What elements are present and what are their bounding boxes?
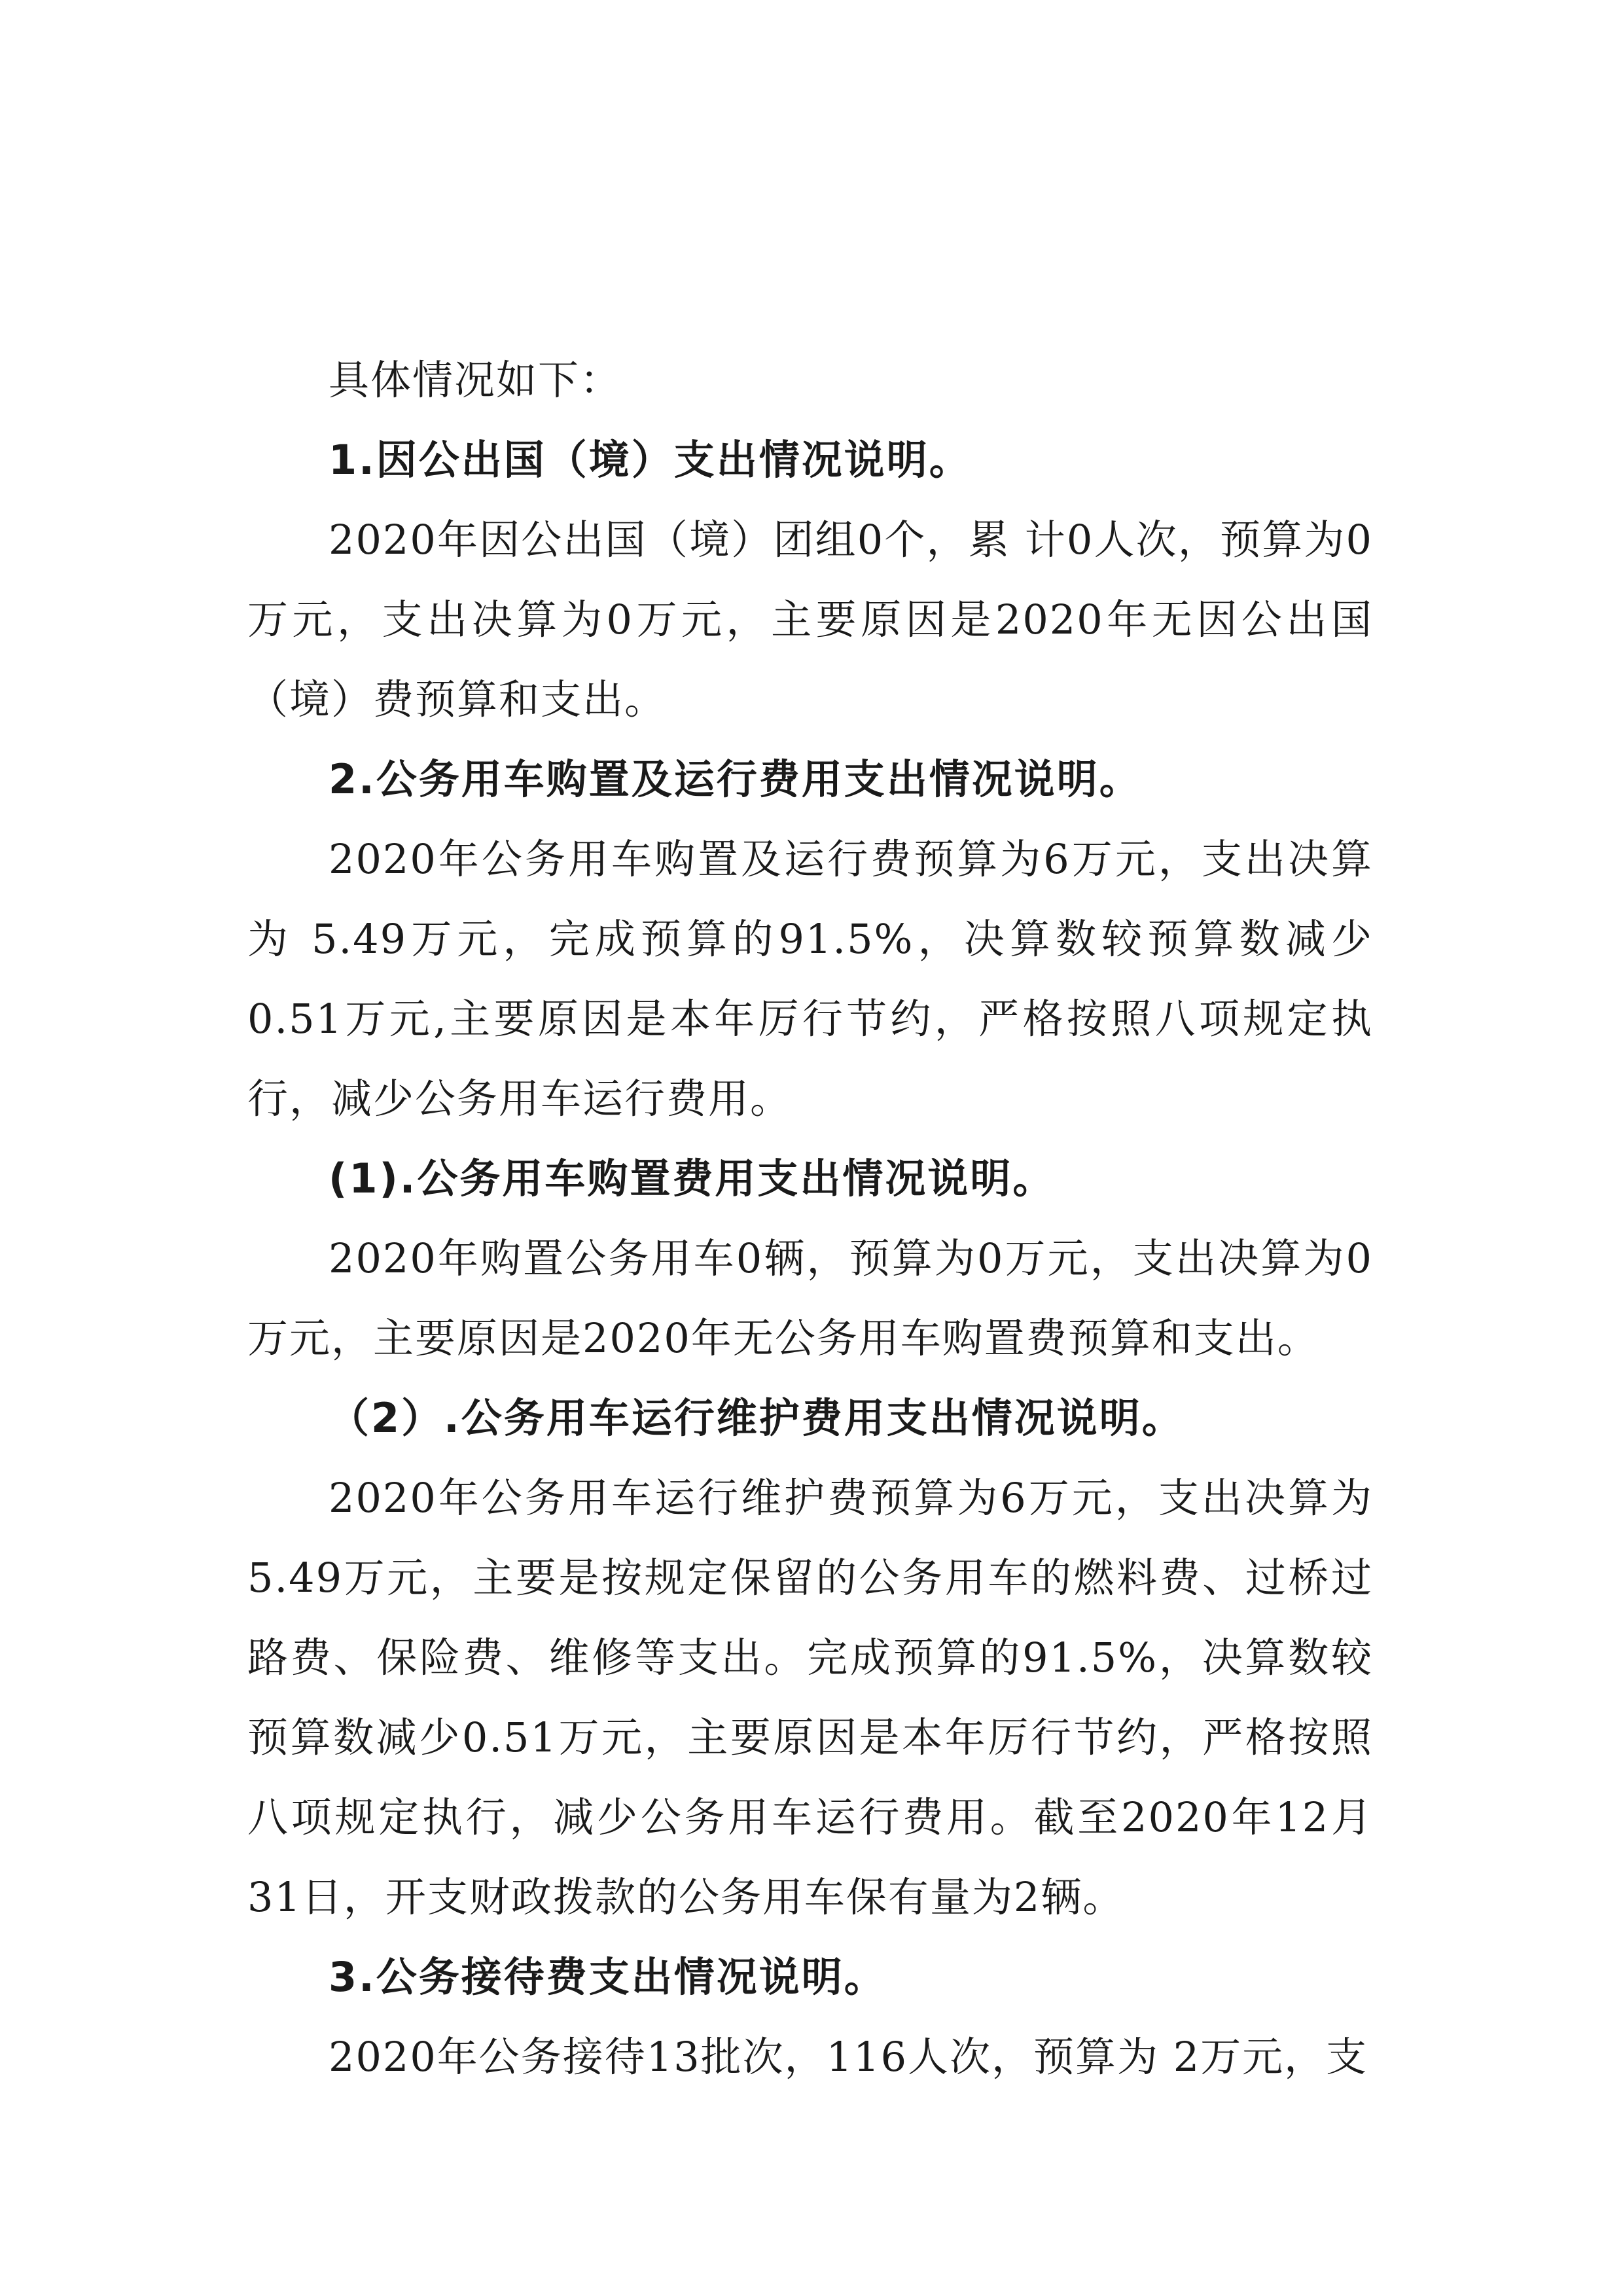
- section-paragraph-3: 2020年公务接待13批次，116人次，预算为 2万元，支: [329, 2033, 1368, 2081]
- subsection-heading-2-2: （2）.公务用车运行维护费用支出情况说明。: [329, 1394, 1185, 1442]
- intro-paragraph: 具体情况如下：: [329, 356, 622, 404]
- section-paragraph-1: 2020年因公出国（境）团组0个，累 计0人次，预算为0万元，支出决算为0万元，主要原因是2020年无因公出国（境）费预算和支出。: [247, 516, 1373, 723]
- section-heading-2: 2.公务用车购置及运行费用支出情况说明。: [329, 755, 1142, 803]
- section-paragraph-2: 2020年公务用车购置及运行费预算为6万元，支出决算为 5.49万元，完成预算的91.5%，决算数较预算数减少0.51万元,主要原因是本年厉行节约，严格按照八项规定执行，减少公务用车运行费用。: [247, 835, 1373, 1122]
- subsection-heading-2-1: (1).公务用车购置费用支出情况说明。: [329, 1155, 1056, 1202]
- document-body: [247, 340, 1373, 2097]
- subsection-paragraph-2-1: 2020年购置公务用车0辆，预算为0万元，支出决算为0万元，主要原因是2020年无公务用车购置费预算和支出。: [247, 1234, 1373, 1362]
- section-heading-3: 3.公务接待费支出情况说明。: [329, 1953, 887, 2001]
- section-heading-1: 1.因公出国（境）支出情况说明。: [329, 436, 972, 484]
- subsection-paragraph-2-2: 2020年公务用车运行维护费预算为6万元，支出决算为5.49万元，主要是按规定保留的公务用车的燃料费、过桥过路费、保险费、维修等支出。完成预算的91.5%，决算数较预算数减少0.51万元，主要原因是本年厉行节约，严格按照八项规定执行，减少公务用车运行费用。截至2020年12月31日，开支财政拨款的公务用车保有量为2辆。: [247, 1474, 1373, 1921]
